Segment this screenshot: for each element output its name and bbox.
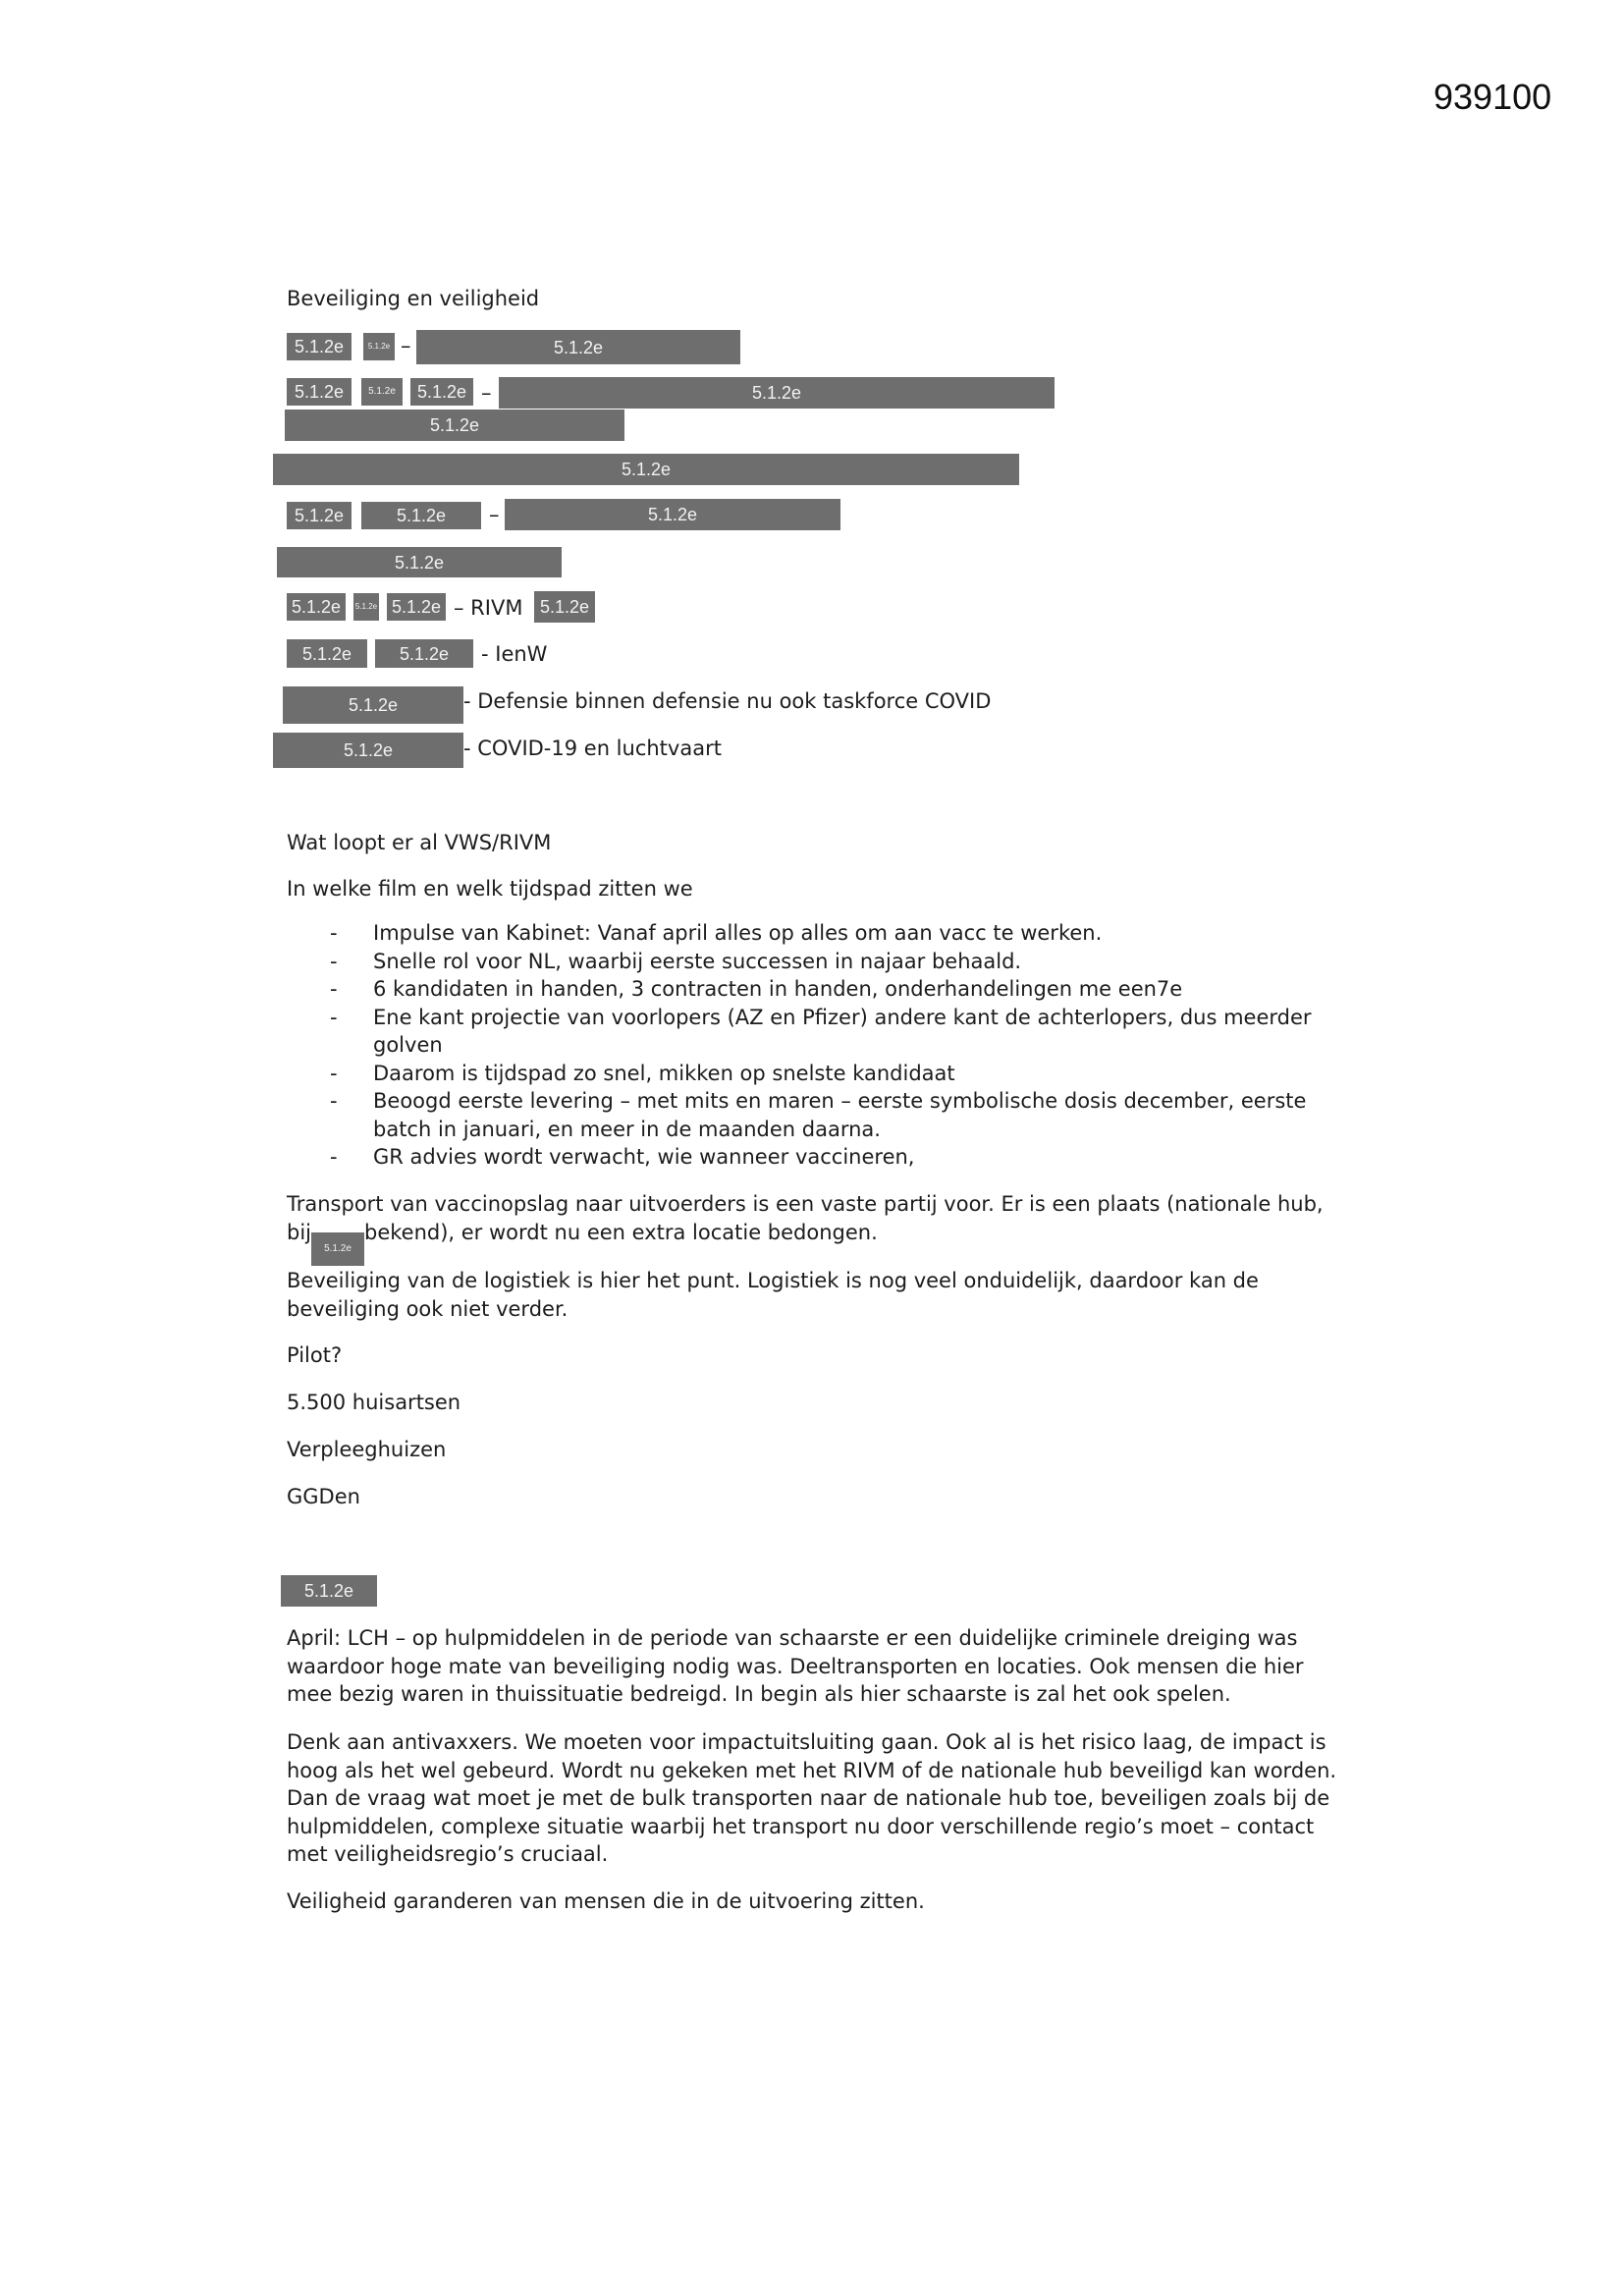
list-item-text: Beoogd eerste levering – met mits en maren – eerste symbolische dosis december, eerste batch in januari, en meer in de maanden daarna. — [373, 1089, 1307, 1141]
list-item — [287, 1004, 1355, 1060]
list-item — [287, 1060, 1367, 1088]
transport-text-part1: Transport van vaccinopslag naar uitvoerders is een vaste partij voor. Er is een plaats (nationale hub, bij — [287, 1192, 1324, 1244]
redaction-block: 5.1.2e — [410, 378, 473, 406]
redaction-block: 5.1.2e — [375, 639, 473, 668]
verpleeghuizen-line: Verpleeghuizen — [287, 1438, 447, 1461]
list-item-text: 6 kandidaten in handen, 3 contracten in handen, onderhandelingen me een7e — [373, 977, 1183, 1001]
list-item — [287, 1087, 1355, 1143]
bullet-marker: - — [330, 949, 338, 973]
attendee-org-luchtvaart: - COVID-19 en luchtvaart — [463, 737, 722, 760]
bullet-marker: - — [330, 1089, 338, 1113]
redaction-block: 5.1.2e — [283, 686, 463, 724]
transport-text-part2: bekend), er wordt nu een extra locatie bedongen. — [364, 1220, 878, 1244]
logistics-paragraph: Beveiliging van de logistiek is hier het punt. Logistiek is nog veel onduidelijk, daardoor kan de beveiliging ook niet verder. — [287, 1269, 1259, 1321]
attendee-org-defensie: - Defensie binnen defensie nu ook taskforce COVID — [463, 689, 992, 713]
list-item-text: Impulse van Kabinet: Vanaf april alles op alles om aan vacc te werken. — [373, 921, 1103, 945]
redaction-block: 5.1.2e — [287, 333, 352, 360]
redaction-block: 5.1.2e — [273, 454, 1019, 485]
safety-paragraph: Veiligheid garanderen van mensen die in de uitvoering zitten. — [287, 1889, 925, 1913]
attendee-org-rivm: – RIVM — [454, 596, 523, 620]
bullet-marker: - — [330, 1145, 338, 1169]
list-item — [287, 948, 1367, 976]
bullet-marker: - — [330, 1061, 338, 1085]
document-number: 939100 — [1434, 77, 1552, 117]
section-heading: Beveiliging en veiligheid — [287, 287, 540, 310]
huisartsen-line: 5.500 huisartsen — [287, 1391, 461, 1414]
transport-paragraph — [287, 1190, 1327, 1266]
redaction-block: 5.1.2e — [361, 502, 481, 529]
redaction-block: 5.1.2e — [387, 593, 446, 621]
redaction-block: 5.1.2e — [363, 333, 395, 360]
pilot-line: Pilot? — [287, 1343, 343, 1367]
dash-separator: – — [489, 503, 500, 526]
dash-separator: – — [401, 334, 411, 357]
list-item-text: Snelle rol voor NL, waarbij eerste successen in najaar behaald. — [373, 949, 1022, 973]
redaction-block: 5.1.2e — [499, 377, 1055, 409]
attendee-org-ienw: - IenW — [481, 642, 548, 666]
list-item-text: Ene kant projectie van voorlopers (AZ en Pfizer) andere kant de achterlopers, dus meerder golven — [373, 1005, 1312, 1057]
bullet-marker: - — [330, 977, 338, 1001]
list-item-text: GR advies wordt verwacht, wie wanneer vaccineren, — [373, 1145, 915, 1169]
redaction-block: 5.1.2e — [287, 502, 352, 529]
list-item — [287, 1143, 1367, 1172]
ggden-line: GGDen — [287, 1485, 360, 1508]
redaction-block: 5.1.2e — [277, 547, 562, 577]
bullet-marker: - — [330, 1005, 338, 1029]
redaction-block: 5.1.2e — [287, 639, 367, 668]
redaction-block: 5.1.2e — [281, 1575, 377, 1607]
redaction-block: 5.1.2e — [353, 593, 379, 621]
list-item-text: Daarom is tijdspad zo snel, mikken op snelste kandidaat — [373, 1061, 955, 1085]
april-paragraph: April: LCH – op hulpmiddelen in de periode van schaarste er een duidelijke criminele dreiging was waardoor hoge mate van beveiliging nodig was. Deeltransporten en locaties. Ook mensen die hier mee bezig waren in thuissituatie bedreigd. In begin als hier schaarste is zal het ook spelen. — [287, 1626, 1304, 1706]
list-item — [287, 919, 1367, 948]
bullet-marker: - — [330, 921, 338, 945]
redaction-block: 5.1.2e — [287, 593, 346, 621]
bullet-list — [287, 919, 1367, 1172]
antivax-paragraph: Denk aan antivaxxers. We moeten voor impactuitsluiting gaan. Ook al is het risico laag, de impact is hoog als het wel gebeurd. Wordt nu gekeken met het RIVM of de nationale hub beveiligd kan worden. Dan de vraag wat moet je met de bulk transporten naar de nationale hub toe, beveiligen zoals bij de hulpmiddelen, complexe situatie waarbij het transport nu door verschillende regio’s moet – contact met veiligheidsregio’s cruciaal. — [287, 1730, 1337, 1866]
dash-separator: – — [481, 381, 492, 405]
redaction-block: 5.1.2e — [311, 1232, 364, 1266]
redaction-block: 5.1.2e — [534, 591, 595, 623]
list-item — [287, 975, 1367, 1004]
vws-heading: Wat loopt er al VWS/RIVM — [287, 831, 552, 854]
redaction-block: 5.1.2e — [285, 410, 624, 441]
redaction-block: 5.1.2e — [273, 733, 463, 768]
redaction-block: 5.1.2e — [505, 499, 840, 530]
redaction-block: 5.1.2e — [416, 330, 740, 364]
redaction-block: 5.1.2e — [361, 378, 403, 406]
redaction-block: 5.1.2e — [287, 378, 352, 406]
timeline-heading: In welke film en welk tijdspad zitten we — [287, 877, 693, 901]
